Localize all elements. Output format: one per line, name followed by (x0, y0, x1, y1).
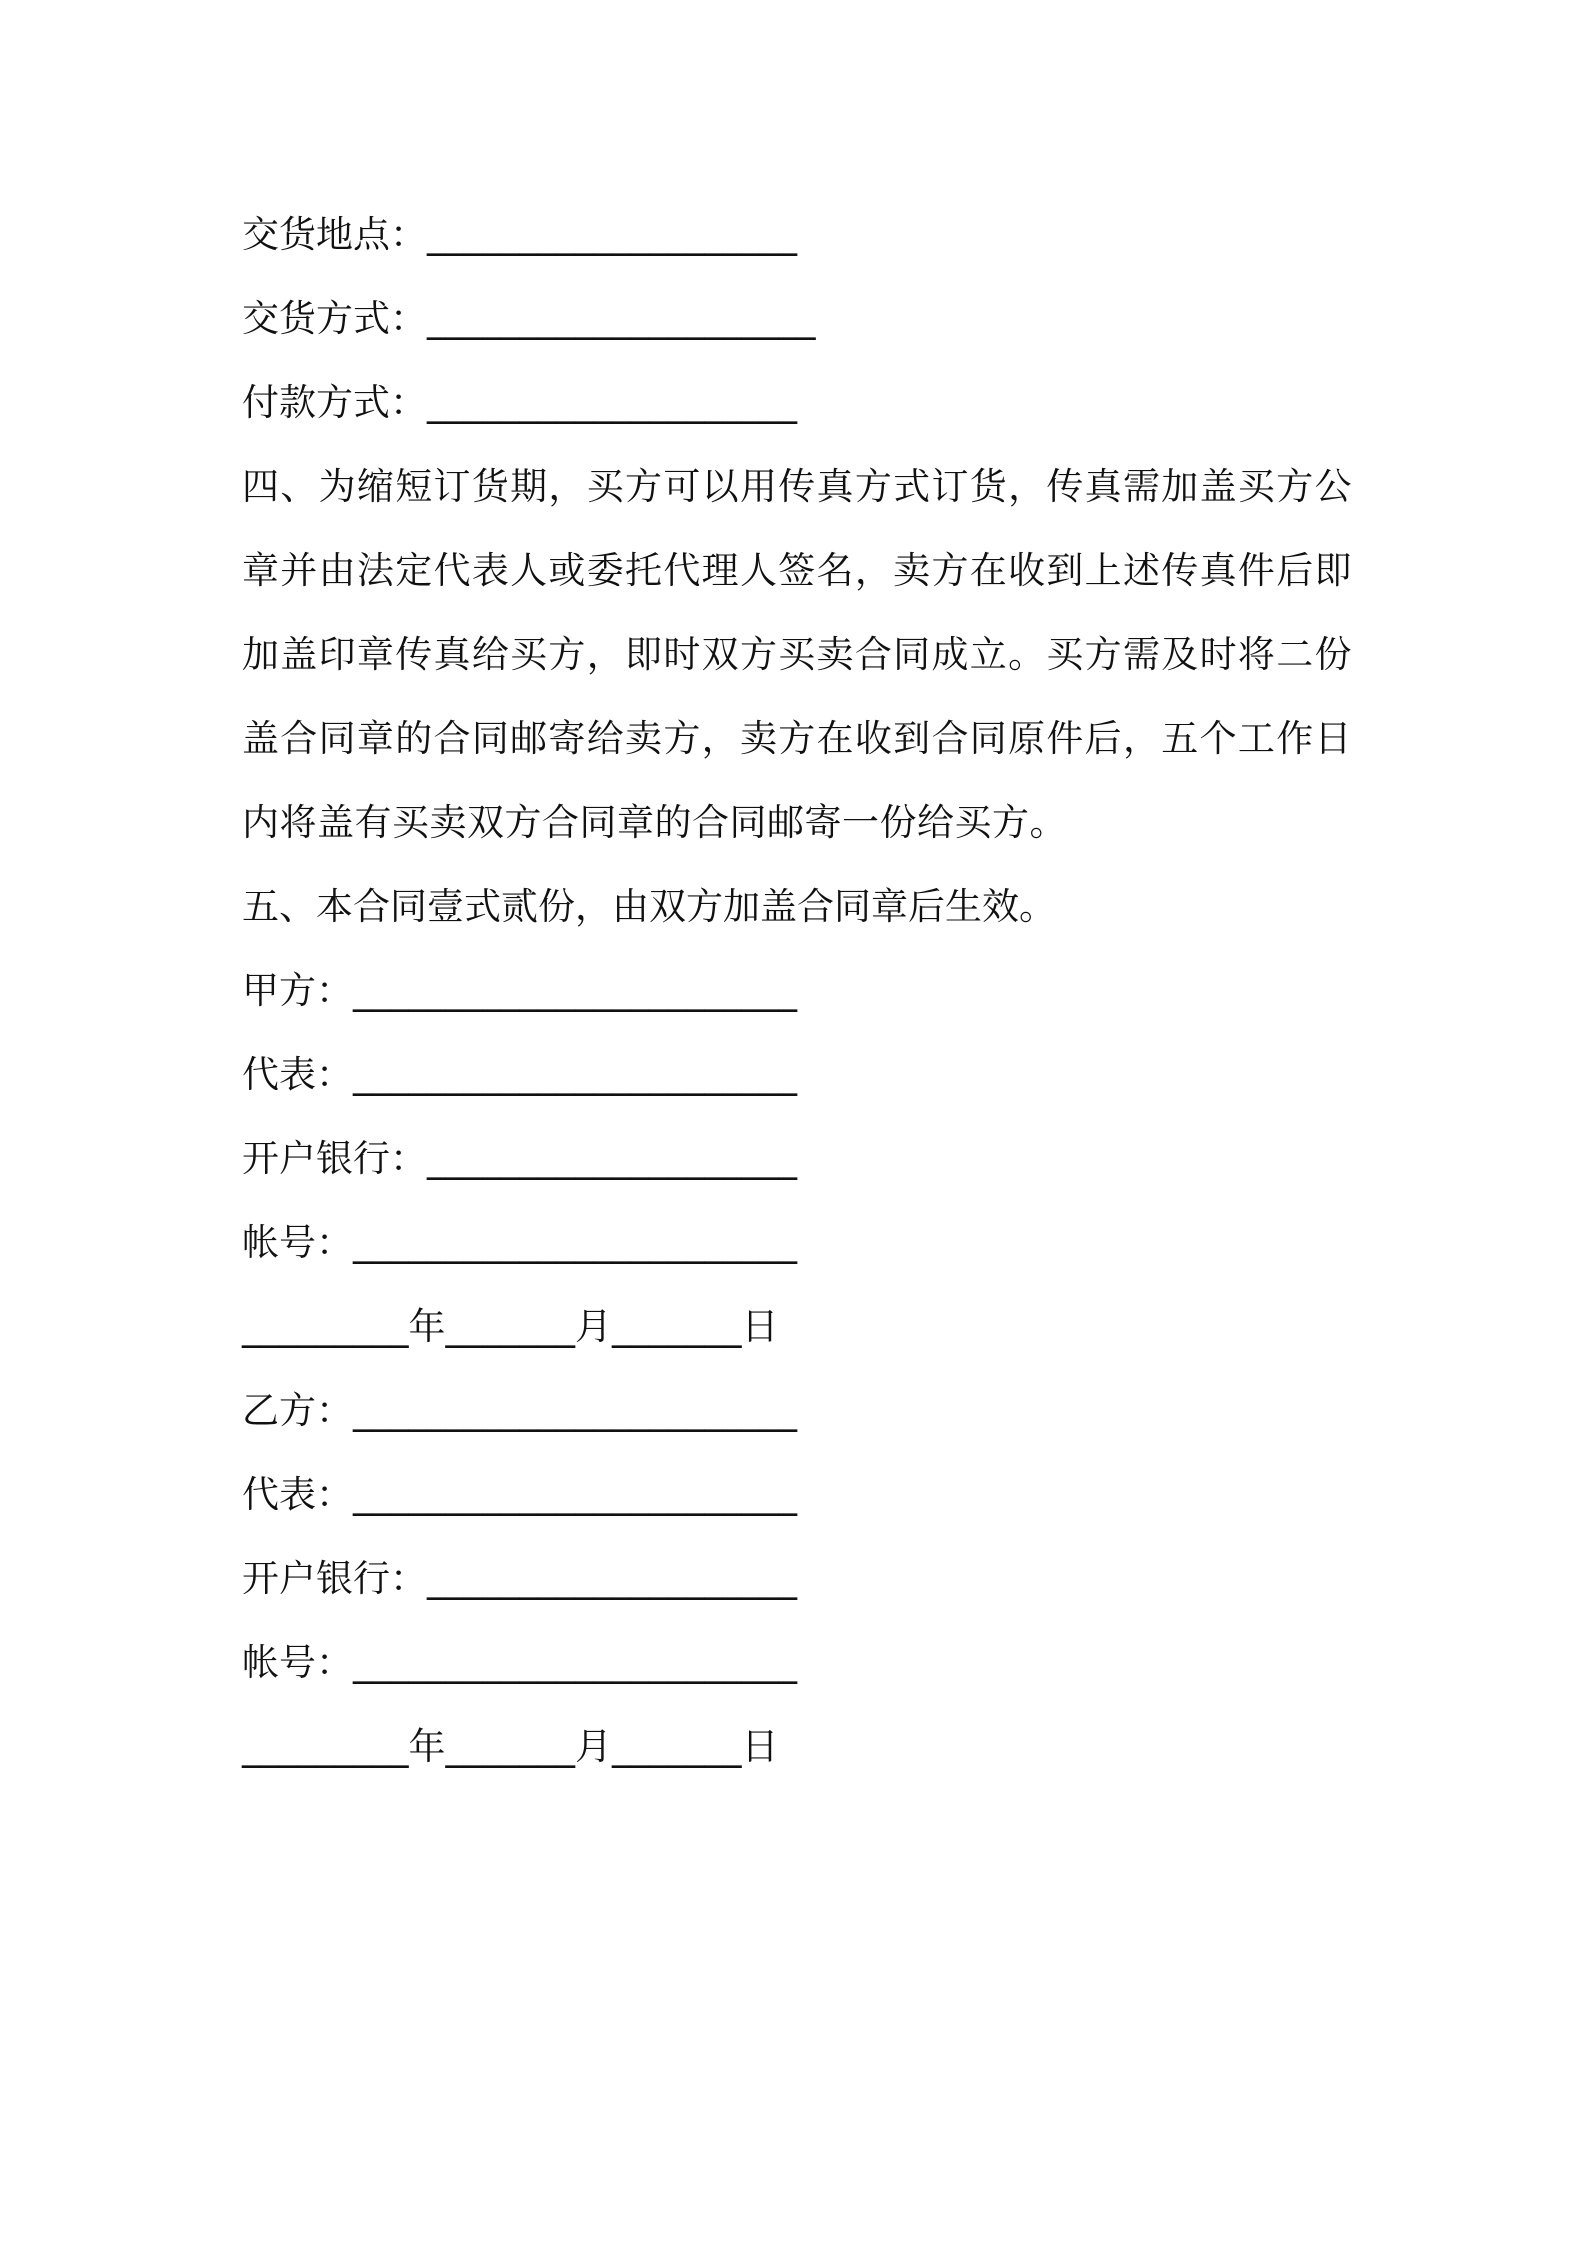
party-b-year-blank: _________ (242, 1725, 409, 1768)
party-a-month-unit: 月 (575, 1305, 612, 1348)
party-a-year-blank: _________ (242, 1305, 409, 1348)
party-a-day-blank: _______ (612, 1305, 742, 1348)
payment-method-label: 付款方式： (242, 381, 427, 424)
delivery-place-row (242, 193, 1352, 277)
party-a-rep-blank: ________________________ (353, 1053, 797, 1096)
party-b-rep-label: 代表： (242, 1473, 353, 1516)
party-a-blank: ________________________ (353, 969, 797, 1012)
party-a-year-unit: 年 (408, 1305, 446, 1348)
delivery-place-blank: ____________________ (427, 213, 797, 256)
party-b-date-row (242, 1705, 1352, 1789)
clause-five: 五、本合同壹式贰份，由双方加盖合同章后生效。 (242, 885, 1056, 928)
party-b-label: 乙方： (242, 1389, 353, 1432)
party-a-bank-row (242, 1117, 1352, 1201)
delivery-method-label: 交货方式： (242, 297, 427, 340)
party-a-month-blank: _______ (445, 1305, 575, 1348)
party-b-month-unit: 月 (575, 1725, 612, 1768)
party-b-rep-blank: ________________________ (353, 1473, 797, 1516)
party-b-blank: ________________________ (353, 1389, 797, 1432)
party-b-bank-label: 开户银行： (242, 1557, 427, 1600)
party-a-account-blank: ________________________ (353, 1221, 797, 1264)
clause-four: 四、为缩短订货期，买方可以用传真方式订货，传真需加盖买方公章并由法定代表人或委托代理人签名，卖方在收到上述传真件后即加盖印章传真给买方，即时双方买卖合同成立。买方需及时将二份盖合同章的合同邮寄给卖方，卖方在收到合同原件后，五个工作日内将盖有买卖双方合同章的合同邮寄一份给买方。 (242, 465, 1352, 844)
party-a-row (242, 949, 1352, 1033)
party-a-date-row (242, 1285, 1352, 1369)
party-b-month-blank: _______ (445, 1725, 575, 1768)
party-b-rep-row (242, 1453, 1352, 1537)
party-b-account-label: 帐号： (242, 1641, 353, 1684)
delivery-method-blank: _____________________ (427, 297, 816, 340)
party-a-account-row (242, 1201, 1352, 1285)
party-a-bank-label: 开户银行： (242, 1137, 427, 1180)
delivery-place-label: 交货地点： (242, 213, 427, 256)
party-a-account-label: 帐号： (242, 1221, 353, 1264)
party-b-account-row (242, 1621, 1352, 1705)
party-b-account-blank: ________________________ (353, 1641, 797, 1684)
party-b-bank-blank: ____________________ (427, 1557, 797, 1600)
party-a-bank-blank: ____________________ (427, 1137, 797, 1180)
party-b-day-unit: 日 (741, 1725, 779, 1768)
payment-method-blank: ____________________ (427, 381, 797, 424)
party-a-rep-label: 代表： (242, 1053, 353, 1096)
party-a-day-unit: 日 (741, 1305, 779, 1348)
party-a-label: 甲方： (242, 969, 353, 1012)
party-b-row (242, 1369, 1352, 1453)
party-b-bank-row (242, 1537, 1352, 1621)
delivery-method-row (242, 277, 1352, 361)
party-a-rep-row (242, 1033, 1352, 1117)
payment-method-row (242, 361, 1352, 445)
party-b-year-unit: 年 (408, 1725, 446, 1768)
contract-page (242, 193, 1352, 1789)
party-b-day-blank: _______ (612, 1725, 742, 1768)
